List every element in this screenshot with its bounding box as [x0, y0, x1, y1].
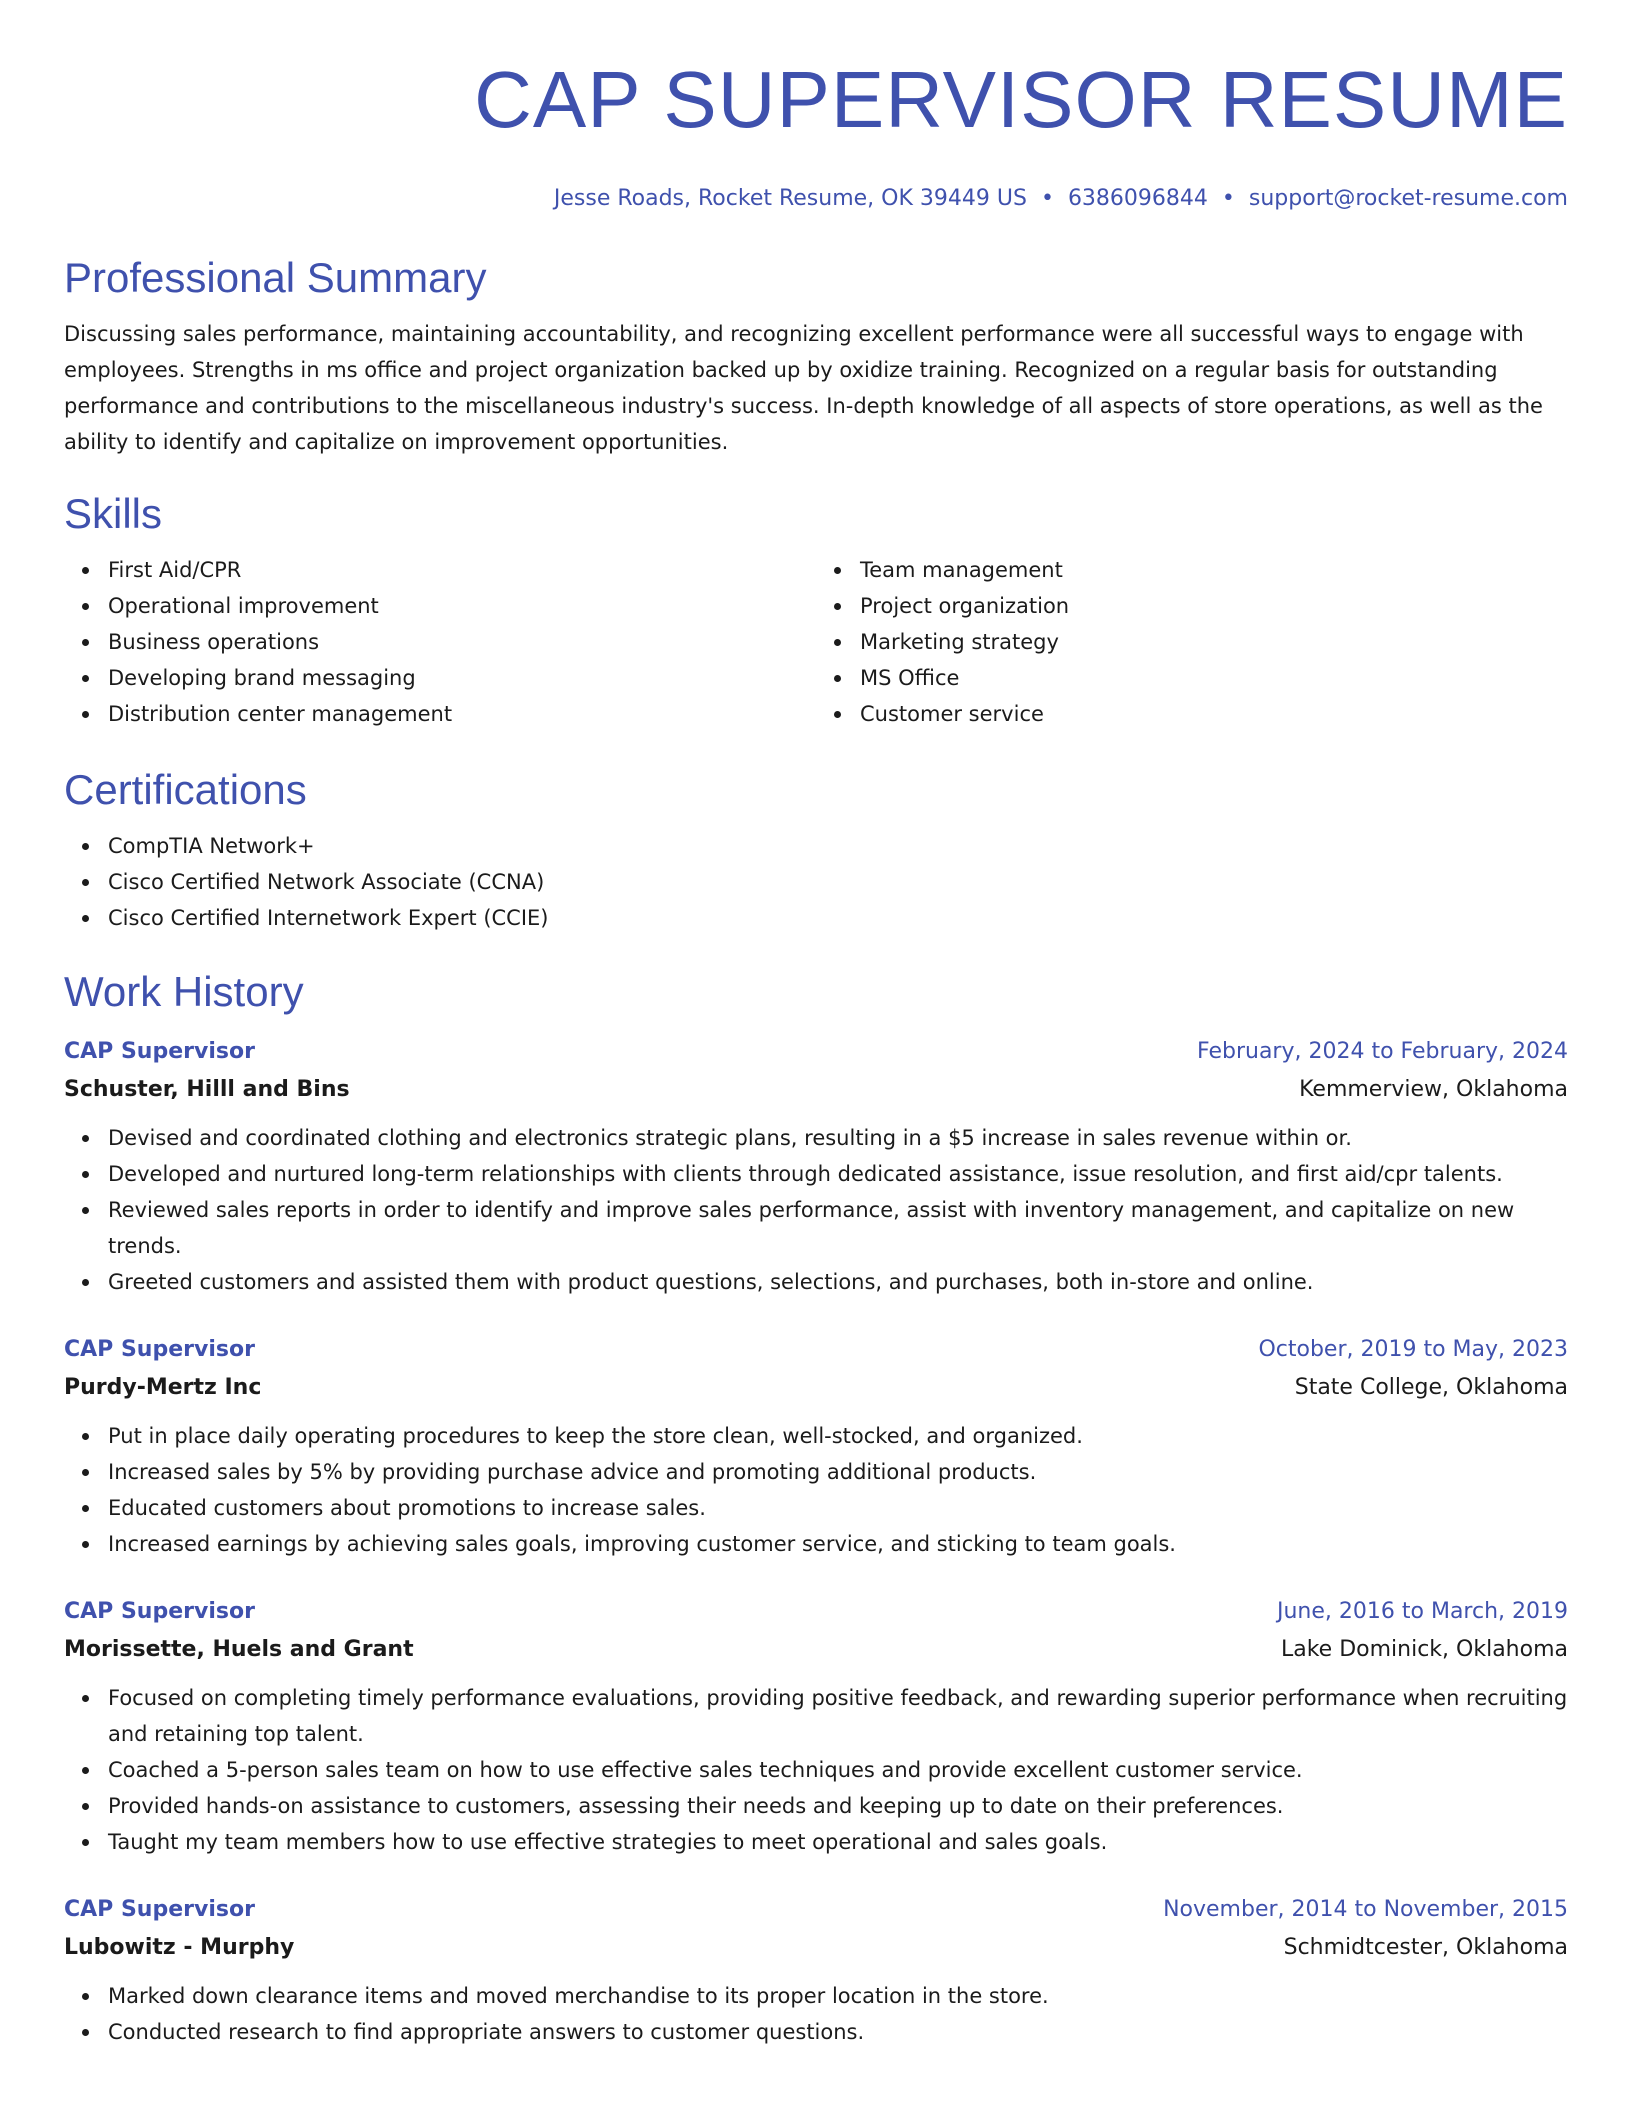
- job-entry: [64, 1332, 1568, 1562]
- job-location: Lake Dominick, Oklahoma: [1280, 1637, 1568, 1662]
- job-company: Schuster, Hilll and Bins: [64, 1077, 350, 1102]
- job-bullet: Coached a 5-person sales team on how to use effective sales techniques and provide excellent customer service.: [108, 1752, 1568, 1788]
- phone: 6386096844: [1067, 186, 1208, 211]
- skills-list-left: [64, 552, 816, 732]
- job-bullet: Focused on completing timely performance evaluations, providing positive feedback, and rewarding superior performance when recruiting and retaining top talent.: [108, 1680, 1568, 1752]
- job-bullet: Developed and nurtured long-term relationships with clients through dedicated assistance, issue resolution, and first aid/cpr talents.: [108, 1156, 1568, 1192]
- job-bullet: Greeted customers and assisted them with product questions, selections, and purchases, both in-store and online.: [108, 1264, 1568, 1300]
- skill-item: Operational improvement: [108, 588, 816, 624]
- job-bullet: Educated customers about promotions to increase sales.: [108, 1490, 1568, 1526]
- job-bullet: Taught my team members how to use effective strategies to meet operational and sales goals.: [108, 1824, 1568, 1860]
- job-dates: October, 2019 to May, 2023: [1258, 1337, 1568, 1362]
- job-bullet: Increased sales by 5% by providing purchase advice and promoting additional products.: [108, 1454, 1568, 1490]
- job-bullet: Marked down clearance items and moved merchandise to its proper location in the store.: [108, 1978, 1568, 2014]
- certification-item: Cisco Certified Network Associate (CCNA): [108, 864, 1568, 900]
- work-history-heading: Work History: [64, 968, 304, 1015]
- certification-item: CompTIA Network+: [108, 828, 1568, 864]
- job-location: State College, Oklahoma: [1294, 1375, 1568, 1400]
- skill-item: Developing brand messaging: [108, 660, 816, 696]
- address: Jesse Roads, Rocket Resume, OK 39449 US: [553, 186, 1027, 211]
- job-company: Purdy-Mertz Inc: [64, 1375, 262, 1400]
- job-title: CAP Supervisor: [64, 1337, 255, 1362]
- certifications-heading: Certifications: [64, 766, 307, 813]
- skills-columns: [64, 552, 1568, 732]
- job-dates: February, 2024 to February, 2024: [1197, 1039, 1568, 1064]
- skill-item: Distribution center management: [108, 696, 816, 732]
- skill-item: Customer service: [860, 696, 1568, 732]
- job-bullet: Put in place daily operating procedures to keep the store clean, well-stocked, and organized.: [108, 1418, 1568, 1454]
- skill-item: MS Office: [860, 660, 1568, 696]
- job-location: Schmidtcester, Oklahoma: [1283, 1935, 1568, 1960]
- skills-heading: Skills: [64, 490, 163, 537]
- resume-title: CAP SUPERVISOR RESUME: [474, 55, 1568, 144]
- certification-item: Cisco Certified Internetwork Expert (CCIE): [108, 900, 1568, 936]
- separator: •: [1221, 186, 1235, 211]
- separator: •: [1040, 186, 1054, 211]
- job-entry: [64, 1892, 1568, 2050]
- skill-item: First Aid/CPR: [108, 552, 816, 588]
- resume-header: [64, 0, 1568, 214]
- skills-list-right: [816, 552, 1568, 732]
- summary-text: Discussing sales performance, maintaining accountability, and recognizing excellent performance were all successful ways to engage with employees. Strengths in ms office and project organization backed up by oxidize training. Recognized on a regular basis for outstanding performance and contributions to the miscellaneous industry's success. In-depth knowledge of all aspects of store operations, as well as the ability to identify and capitalize on improvement opportunities.: [64, 322, 1543, 454]
- job-title: CAP Supervisor: [64, 1897, 255, 1922]
- job-bullets: [64, 1978, 1568, 2050]
- job-bullets: [64, 1680, 1568, 1860]
- job-dates: November, 2014 to November, 2015: [1163, 1897, 1568, 1922]
- summary-heading: Professional Summary: [64, 254, 487, 301]
- job-company: Lubowitz - Murphy: [64, 1935, 295, 1960]
- contact-line: [64, 184, 1568, 214]
- job-bullets: [64, 1418, 1568, 1562]
- job-location: Kemmerview, Oklahoma: [1299, 1077, 1568, 1102]
- email-link[interactable]: support@rocket-resume.com: [1248, 186, 1568, 211]
- resume-page: [64, 0, 1568, 2050]
- job-bullet: Increased earnings by achieving sales goals, improving customer service, and sticking to team goals.: [108, 1526, 1568, 1562]
- job-bullet: Devised and coordinated clothing and electronics strategic plans, resulting in a $5 increase in sales revenue within or.: [108, 1120, 1568, 1156]
- job-company: Morissette, Huels and Grant: [64, 1637, 414, 1662]
- certifications-list: [64, 828, 1568, 936]
- job-entry: [64, 1034, 1568, 1300]
- job-entry: [64, 1594, 1568, 1860]
- skill-item: Marketing strategy: [860, 624, 1568, 660]
- job-title: CAP Supervisor: [64, 1599, 255, 1624]
- job-bullet: Provided hands-on assistance to customers, assessing their needs and keeping up to date on their preferences.: [108, 1788, 1568, 1824]
- skill-item: Business operations: [108, 624, 816, 660]
- job-bullets: [64, 1120, 1568, 1300]
- skill-item: Team management: [860, 552, 1568, 588]
- job-bullet: Conducted research to find appropriate answers to customer questions.: [108, 2014, 1568, 2050]
- job-title: CAP Supervisor: [64, 1039, 255, 1064]
- job-dates: June, 2016 to March, 2019: [1277, 1599, 1568, 1624]
- skill-item: Project organization: [860, 588, 1568, 624]
- job-bullet: Reviewed sales reports in order to identify and improve sales performance, assist with inventory management, and capitalize on new trends.: [108, 1192, 1568, 1264]
